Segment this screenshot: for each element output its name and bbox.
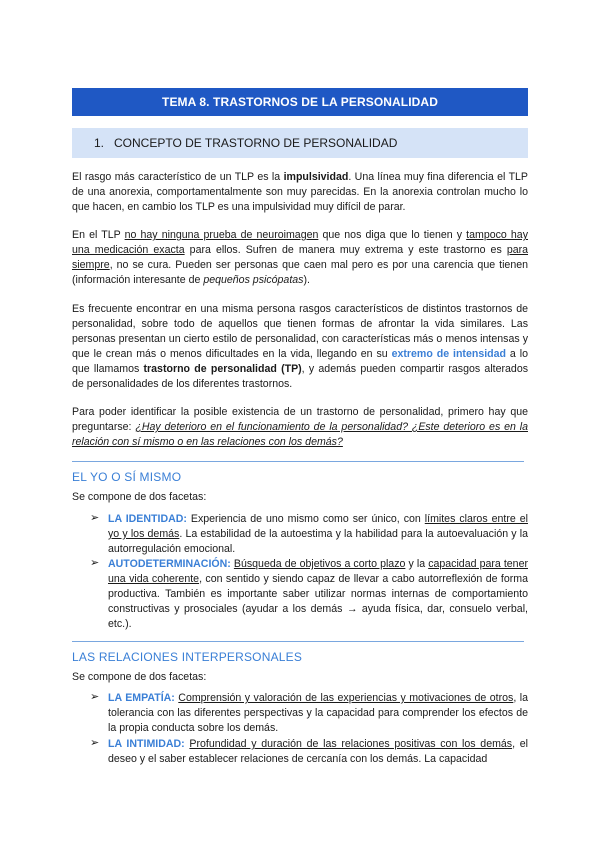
list-item-identidad: LA IDENTIDAD: Experiencia de uno mismo como ser único, con límites claros entre el yo y los demás. La estabilidad de la autoestima y la habilidad para la autoevaluación y la autorregulación emocional. [108, 513, 528, 555]
list-item-intimidad: LA INTIMIDAD: Profundidad y duración de las relaciones positivas con los demás, el deseo y el saber establecer relaciones de cercanía con los demás. La capacidad [108, 738, 529, 765]
arrow-bullet-icon: ➢ [90, 512, 100, 524]
list-item-empatia: LA EMPATÍA: Comprensión y valoración de las experiencias y motivaciones de otros, la tolerancia con las diferentes perspectivas y la capacidad para comprender los efectos de la propia conducta sobre los demás. [108, 692, 528, 734]
paragraph-rasgos: Es frecuente encontrar en una misma persona rasgos característicos de distintos trastornos de personalidad, sobre todo de aquellos que tienen formas de afrontar la vida similares. Las personas presentan un cierto estilo de personalidad, con características más o menos intensas y que le crean más o menos dificultades en la vida, llegando en su extremo de intensidad a lo que llamamos trastorno de personalidad (TP), y además pueden compartir rasgos alterados de personalidades de los diferentes trastornos. [72, 303, 529, 390]
divider [72, 641, 524, 642]
paragraph-impulsividad: El rasgo más característico de un TLP es la impulsividad. Una línea muy fina diferencia el TLP de una anorexia, comportamentalmente son muy parecidas. En la anorexia controlan mucho lo que hacen, en cambio los TLP es una impulsividad muy difícil de parar. [72, 171, 528, 213]
subheading-relaciones: LAS RELACIONES INTERPERSONALES [72, 650, 303, 664]
arrow-bullet-icon: ➢ [90, 737, 100, 749]
intro-relaciones: Se compone de dos facetas: [72, 671, 207, 683]
subheading-yo: EL YO O SÍ MISMO [72, 470, 182, 484]
arrow-bullet-icon: ➢ [90, 691, 100, 703]
page-title: TEMA 8. TRASTORNOS DE LA PERSONALIDAD [72, 88, 528, 116]
section-label: CONCEPTO DE TRASTORNO DE PERSONALIDAD [114, 136, 398, 150]
arrow-bullet-icon: ➢ [90, 557, 100, 569]
section-heading-1 [72, 128, 528, 158]
paragraph-tlp: En el TLP no hay ninguna prueba de neuroimagen que nos diga que lo tienen y tampoco hay una medicación exacta para ellos. Sufren de manera muy extrema y este trastorno es para siempre, no se cura. Pueden ser personas que caen mal pero es por una carencia que tienen (información interesante de pequeños psicópatas). [72, 229, 529, 286]
section-number: 1. [94, 136, 105, 150]
divider [72, 461, 524, 462]
intro-yo: Se compone de dos facetas: [72, 491, 207, 503]
list-item-autodeterminacion: AUTODETERMINACIÓN: Búsqueda de objetivos a corto plazo y la capacidad para tener una vida coherente, con sentido y siendo capaz de llevar a cabo autorreflexión de forma productiva. También es importante saber utilizar normas internas de comportamiento constructivas y prosociales (ayudar a los demás → ayuda física, dar, consuelo verbal, etc.). [108, 558, 528, 630]
paragraph-pregunta: Para poder identificar la posible existencia de un trastorno de personalidad, primero hay que preguntarse: ¿Hay deterioro en el funcionamiento de la personalidad? ¿Este deterioro es en la relación con sí mismo o en las relaciones con los demás? [72, 406, 528, 448]
